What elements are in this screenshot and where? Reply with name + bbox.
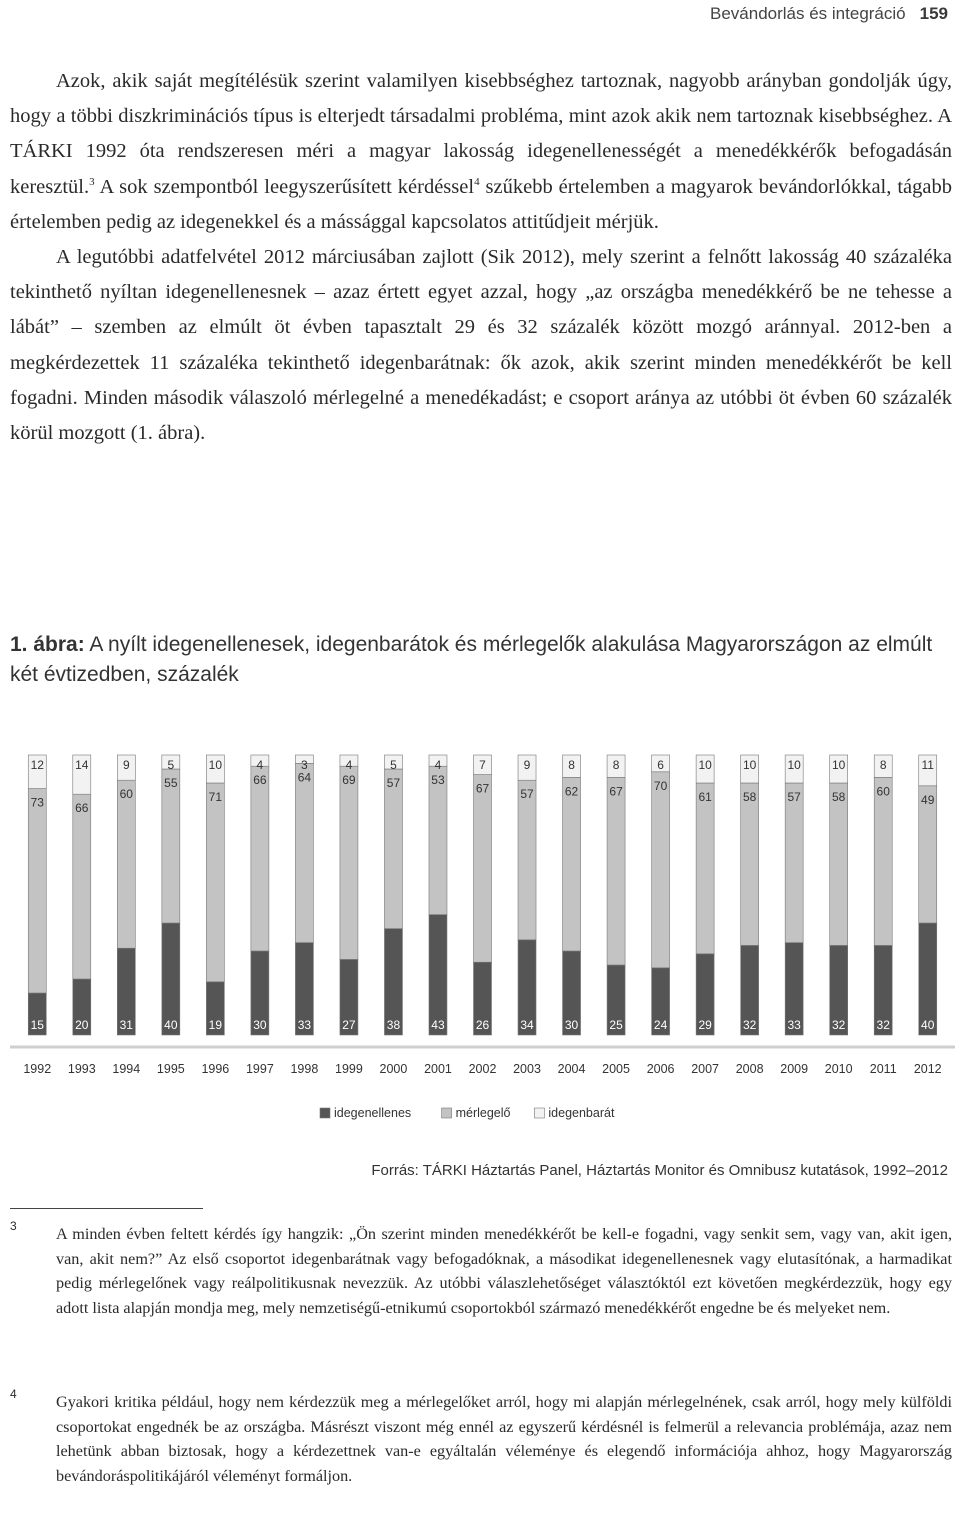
data-label: 58: [832, 790, 846, 804]
data-label: 3: [301, 758, 308, 772]
data-label: 33: [787, 1018, 801, 1032]
data-label: 38: [386, 1018, 401, 1032]
bar-segment-mérlegelő-1995: [162, 769, 180, 923]
data-label: 10: [698, 758, 712, 772]
bar-segment-mérlegelő-1996: [206, 783, 224, 982]
data-label: 57: [386, 776, 401, 790]
x-tick-label: 1994: [112, 1062, 141, 1076]
x-tick-label: 1999: [335, 1062, 363, 1076]
bar-segment-mérlegelő-1994: [117, 780, 135, 948]
x-tick-label: 2006: [646, 1062, 675, 1076]
footnote-text: Gyakori kritika például, hogy nem kérdezzük meg a mérlegelőket arról, hogy mi alapján mérlegelnének, csak arról, hogy mely külföldi csoportokat engednék be az országba. Másrészt viszont még ennél az egyszerű kérdésnél is felmerül a relevancia problémája, azaz nem lehetünk abban biztosak, hogy a kérdezettnek van-e egyáltalán véleménye és elegendő információja ahhoz, hogy Magyarország bevándoráspolitikájáról véleményt formáljon.: [56, 1393, 952, 1485]
bar-segment-mérlegelő-2009: [785, 783, 803, 943]
legend-label: idegenbarát: [548, 1106, 615, 1120]
x-tick-label: 1995: [156, 1062, 185, 1076]
x-tick-label: 2000: [379, 1062, 408, 1076]
legend-label: idegenellenes: [334, 1106, 412, 1120]
data-label: 62: [564, 784, 579, 799]
bar-segment-mérlegelő-2005: [607, 777, 625, 965]
x-tick-label: 2012: [913, 1062, 942, 1076]
legend-label: mérlegelő: [455, 1106, 511, 1120]
data-label: 7: [479, 758, 486, 772]
data-label: 71: [208, 790, 223, 804]
data-label: 33: [297, 1018, 312, 1032]
data-label: 30: [564, 1018, 579, 1032]
bar-segment-mérlegelő-1999: [340, 766, 358, 959]
data-label: 10: [832, 758, 846, 772]
data-label: 20: [75, 1018, 89, 1032]
data-label: 29: [698, 1018, 712, 1032]
footnote-divider: [10, 1208, 203, 1209]
data-label: 53: [431, 773, 445, 788]
paragraph-1-part-a: Azok, akik saját megítélésük szerint valamilyen kisebbséghez tartoznak, nagyobb arányban gondolják úgy, hogy a többi diszkriminációs típus is elterjedt társadalmi probléma, mint azok akik nem tartoznak kisebbséghez. A TÁRKI 1992 óta rendszeresen méri a magyar lakosság idegenellenességét a menedékkérők befogadásán keresztül.: [10, 70, 952, 198]
data-label: 19: [208, 1018, 223, 1032]
data-label: 73: [30, 795, 44, 810]
data-label: 26: [475, 1018, 490, 1032]
bar-segment-mérlegelő-2007: [696, 783, 714, 954]
data-label: 49: [921, 792, 935, 807]
data-label: 9: [122, 758, 130, 772]
bar-segment-mérlegelő-2003: [518, 780, 536, 940]
data-label: 32: [832, 1018, 846, 1032]
data-label: 4: [345, 758, 353, 772]
footnote-ref-3[interactable]: 3: [89, 175, 95, 188]
x-tick-label: 2004: [557, 1062, 586, 1076]
bar-segment-mérlegelő-2006: [652, 772, 670, 968]
data-label: 57: [787, 790, 801, 804]
x-tick-label: 2002: [468, 1062, 497, 1076]
data-label: 6: [657, 758, 664, 772]
running-header: [710, 4, 948, 24]
data-label: 64: [297, 770, 312, 785]
data-label: 66: [253, 773, 267, 788]
bar-segment-mérlegelő-2010: [830, 783, 848, 945]
body-text: [10, 64, 952, 451]
x-tick-label: 1993: [67, 1062, 96, 1076]
data-label: 8: [612, 758, 620, 772]
data-label: 25: [609, 1018, 623, 1032]
data-label: 60: [119, 787, 133, 802]
data-label: 31: [119, 1018, 133, 1032]
x-tick-label: 2009: [780, 1062, 809, 1076]
x-tick-label: 2007: [691, 1062, 720, 1076]
data-label: 40: [921, 1018, 935, 1032]
bar-segment-mérlegelő-2011: [874, 777, 892, 945]
data-label: 8: [568, 758, 575, 772]
figure-source: Forrás: TÁRKI Háztartás Panel, Háztartás Monitor és Omnibusz kutatások, 1992–2012: [371, 1162, 948, 1179]
paragraph-2: A legutóbbi adatfelvétel 2012 márciusában zajlott (Sik 2012), mely szerint a felnőtt lakosság 40 százaléka tekinthető nyíltan idegenellenesnek – azaz értett egyet azzal, hogy „az országba menedékkérő be ne tehesse a lábát” – szemben az elmúlt öt évben tapasztalt 29 és 32 százalék között mozgó aránnyal. 2012-ben a megkérdezettek 11 százaléka tekinthető idegenbarátnak: ők azok, akik szerint minden menedékkérőt be kell fogadni. Minden második válaszoló mérlegelné a menedékadást; e csoport aránya az utóbbi öt évben 60 százalék körül mozgott (1. ábra).: [10, 246, 952, 445]
data-label: 43: [431, 1018, 445, 1032]
x-tick-label: 2005: [602, 1062, 630, 1076]
data-label: 15: [30, 1018, 44, 1032]
bar-segment-idegenellenes-2001: [429, 915, 447, 1035]
figure-caption: [10, 630, 950, 690]
x-tick-label: 2008: [735, 1062, 764, 1076]
bar-segment-mérlegelő-2008: [741, 783, 759, 945]
data-label: 8: [879, 758, 887, 772]
data-label: 57: [520, 787, 534, 802]
data-label: 27: [342, 1018, 356, 1032]
paragraph-1-part-b: A sok szempontból leegyszerűsített kérdéssel: [94, 175, 475, 198]
data-label: 12: [30, 758, 44, 772]
figure-label: 1. ábra:: [10, 633, 85, 656]
data-label: 67: [609, 784, 623, 799]
footnote-mark: 3: [10, 1219, 17, 1233]
data-label: 32: [876, 1018, 890, 1032]
footnote-mark: 4: [10, 1387, 17, 1401]
data-label: 24: [653, 1018, 668, 1032]
bar-segment-mérlegelő-1992: [28, 789, 46, 993]
data-label: 10: [742, 758, 757, 772]
data-label: 40: [164, 1018, 178, 1032]
footnote-3: [10, 1219, 952, 1320]
data-label: 5: [167, 758, 175, 772]
x-tick-label: 1997: [245, 1062, 274, 1076]
stacked-bar-chart: [10, 745, 955, 1140]
data-label: 10: [787, 758, 801, 772]
bar-segment-mérlegelő-1998: [295, 763, 313, 942]
running-title: Bevándorlás és integráció: [710, 4, 906, 23]
paragraph-1-part-c: szűkebb értelemben a magyarok bevándorlókkal, tágabb értelemben pedig az idegenekkel és a mássággal kapcsolatos attitűdjeit mérjük.: [10, 175, 952, 233]
data-label: 10: [208, 758, 223, 772]
bar-segment-mérlegelő-2001: [429, 766, 447, 914]
data-label: 4: [434, 758, 442, 772]
x-tick-label: 2001: [424, 1062, 452, 1076]
legend-swatch-idegenellenes: [320, 1108, 330, 1118]
data-label: 9: [523, 758, 531, 772]
data-label: 58: [742, 790, 757, 804]
legend-swatch-mérlegelő: [442, 1108, 452, 1118]
x-tick-label: 2010: [824, 1062, 853, 1076]
data-label: 69: [342, 773, 356, 788]
data-label: 30: [253, 1018, 267, 1032]
page-number: 159: [919, 4, 948, 23]
data-label: 5: [390, 758, 397, 772]
data-label: 66: [75, 801, 89, 816]
x-tick-label: 1998: [290, 1062, 319, 1076]
data-label: 70: [653, 778, 668, 793]
data-label: 67: [475, 781, 490, 796]
x-tick-label: 2011: [869, 1062, 897, 1076]
data-label: 60: [876, 784, 890, 799]
bar-segment-mérlegelő-1993: [73, 794, 91, 979]
data-label: 11: [921, 758, 934, 772]
bar-segment-mérlegelő-2002: [474, 775, 492, 963]
footnote-text: A minden évben feltett kérdés így hangzik: „Ön szerint minden menedékkérőt be kell-e fogadni, vagy senkit sem, vagy van, akit igen, van, akit nem?” Az első csoportot idegenbarátnak vagy befogadóknak, a másodikat idegenellenesnek vagy elutasítónak, a harmadikat pedig mérlegelőnek vagy reálpolitikusnak nevezzük. Az utóbbi válaszlehetőséget választóktól ezt követően megkérdezzük, hogy egy adott lista alapján mondja meg, mely nemzetiségű-etnikumú csoportokból származó menedékkérőt engedne be és melyeket nem.: [56, 1225, 952, 1317]
data-label: 34: [520, 1018, 534, 1032]
figure-caption-text: A nyílt idegenellenesek, idegenbarátok és mérlegelők alakulása Magyarországon az elmúlt két évtizedben, százalék: [10, 633, 933, 686]
legend-swatch-idegenbarát: [534, 1108, 544, 1118]
x-tick-label: 1992: [23, 1062, 52, 1076]
data-label: 14: [75, 758, 89, 772]
data-label: 61: [698, 790, 712, 804]
footnote-ref-4[interactable]: 4: [474, 175, 480, 188]
data-label: 32: [742, 1018, 757, 1032]
bar-segment-mérlegelő-2000: [384, 769, 402, 929]
data-label: 55: [164, 776, 178, 790]
data-label: 4: [256, 758, 264, 772]
x-tick-label: 2003: [513, 1062, 541, 1076]
paragraph-1: [10, 64, 952, 240]
bar-segment-mérlegelő-2004: [563, 777, 581, 951]
bar-segment-mérlegelő-1997: [251, 766, 269, 951]
footnote-4: [10, 1387, 952, 1488]
x-tick-label: 1996: [201, 1062, 230, 1076]
